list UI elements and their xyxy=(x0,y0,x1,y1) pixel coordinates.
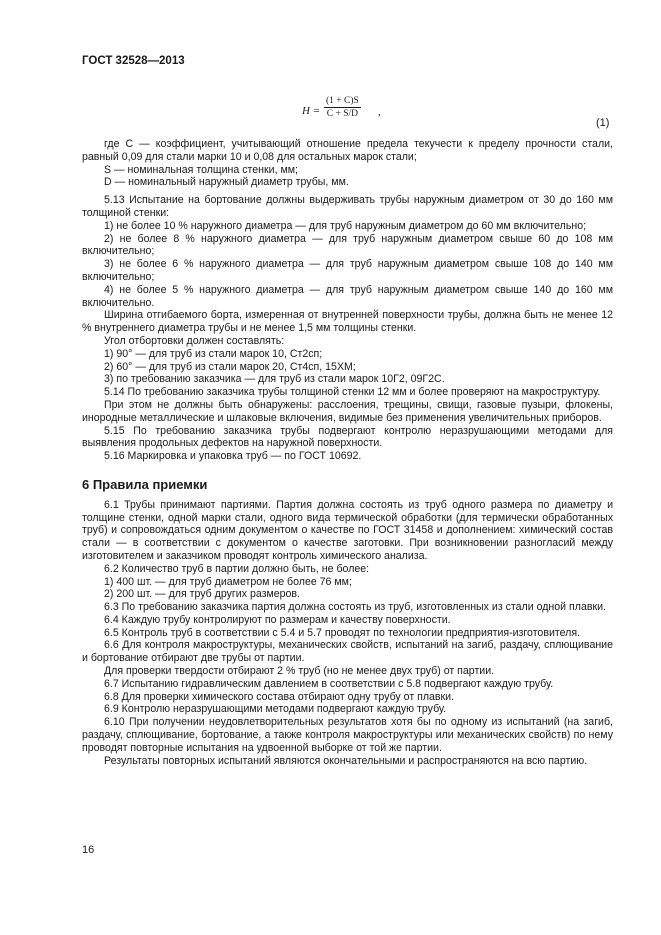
paragraph-6-1: 6.1 Трубы принимают партиями. Партия должна состоять из труб одного размера по диаметру и толщине стенки, одной марки стали, одного вида термической обработки (для термически обработанных труб) и сопровождаться одним документом о качестве по ГОСТ 31458 и дополнением: химический состав стали — в соответствии с документом о качестве заготовки. При возникновении разногласий между изготовителем и заказчиком проводят контроль химического анализа. xyxy=(82,498,613,562)
paragraph-6-10: 6.10 При получении неудовлетворительных результатов хотя бы по одному из испытаний (на загиб, раздачу, сплющивание, бортование, а также контроля макроструктуры или механических свойств) по нему проводят повторные испытания на удвоенной выборке от той же партии. xyxy=(82,716,613,754)
list-item: 2) не более 8 % наружного диаметра — для труб наружным диаметром свыше 60 до 108 мм включительно; xyxy=(82,232,613,258)
list-item: 3) не более 6 % наружного диаметра — для труб наружным диаметром свыше 108 до 140 мм включительно; xyxy=(82,258,613,283)
list-item: 1) 90° — для труб из стали марок 10, Ст2сп; xyxy=(104,347,323,360)
formula-numerator: (1 + C)S xyxy=(326,96,359,106)
paragraph-6-4: 6.4 Каждую трубу контролируют по размерам и качеству поверхности. xyxy=(104,613,451,626)
paragraph: Угол отбортовки должен составлять: xyxy=(104,334,285,347)
list-item: 2) 60° — для труб из стали марок 20, Ст4сп, 15ХМ; xyxy=(104,360,356,373)
paragraph-6-6: 6.6 Для контроля макроструктуры, механических свойств, испытаний на загиб, раздачу, сплющивание и бортование отбирают две трубы от партии. xyxy=(82,639,613,665)
paragraph-6-8: 6.8 Для проверки химического состава отбирают одну трубу от плавки. xyxy=(104,690,455,703)
paragraph-6-7: 6.7 Испытанию гидравлическим давлением в соответствии с 5.8 подвергают каждую трубу. xyxy=(104,677,554,690)
list-item: 4) не более 5 % наружного диаметра — для труб наружным диаметром свыше 140 до 160 мм включительно. xyxy=(82,283,613,309)
document-body xyxy=(82,138,613,767)
definition-s: S — номинальная толщина стенки, мм; xyxy=(104,163,298,176)
paragraph: Результаты повторных испытаний являются окончательными и распространяются на всю партию. xyxy=(104,754,588,767)
section-title: 6 Правила приемки xyxy=(82,476,208,492)
paragraph: Для проверки твердости отбирают 2 % труб (но не менее двух труб) от партии. xyxy=(104,665,495,678)
paragraph-6-3: 6.3 По требованию заказчика партия должна состоять из труб, изготовленных из стали одной плавки. xyxy=(104,601,606,614)
paragraph-5-16: 5.16 Маркировка и упаковка труб — по ГОСТ 10692. xyxy=(104,450,362,463)
list-item: 2) 200 шт. — для труб других размеров. xyxy=(104,588,300,601)
formula-tail: , xyxy=(378,106,381,118)
definition-c: где C — коэффициент, учитывающий отношение предела текучести к пределу прочности стали, равный 0,09 для стали марки 10 и 0,08 для остальных марок стали; xyxy=(82,138,613,163)
definition-d: D — номинальный наружный диаметр трубы, мм. xyxy=(104,176,349,189)
page-number: 16 xyxy=(82,844,95,856)
list-item: 1) 400 шт. — для труб диаметром не более 76 мм; xyxy=(104,575,352,588)
formula-fraction xyxy=(324,96,361,119)
paragraph-6-2: 6.2 Количество труб в партии должно быть, не более: xyxy=(104,562,370,575)
paragraph: При этом не должны быть обнаружены: расслоения, трещины, свищи, газовые пузыри, флокены, инородные металлические и шлаковые включения, видимые без применения увеличительных приборов. xyxy=(82,398,613,424)
paragraph-5-14: 5.14 По требованию заказчика трубы толщиной стенки 12 мм и более проверяют на макроструктуру. xyxy=(104,386,601,399)
paragraph-6-9: 6.9 Контролю неразрушающими методами подвергают каждую трубу. xyxy=(104,703,447,716)
paragraph: Ширина отгибаемого борта, измеренная от внутренней поверхности трубы, должна быть не менее 12 % внутреннего диаметра трубы и не менее 1,5 мм толщины стенки. xyxy=(82,309,613,335)
formula-denominator: C + S/D xyxy=(326,109,359,119)
equation-number: (1) xyxy=(596,117,610,129)
document-header: ГОСТ 32528—2013 xyxy=(82,55,185,67)
paragraph-5-13: 5.13 Испытание на бортование должны выдерживать трубы наружным диаметром от 30 до 160 мм толщиной стенки: xyxy=(82,194,613,219)
list-item: 1) не более 10 % наружного диаметра — для труб наружным диаметром до 60 мм включительно; xyxy=(104,219,587,232)
paragraph-6-5: 6.5 Контроль труб в соответствии с 5.4 и 5.7 проводят по технологии предприятия-изготовителя. xyxy=(104,626,581,639)
paragraph-5-15: 5.15 По требованию заказчика трубы подвергают контролю неразрушающими методами для выявления продольных дефектов на наружной поверхности. xyxy=(82,424,613,450)
formula-lhs: H = xyxy=(302,105,321,117)
list-item: 3) по требованию заказчика — для труб из стали марок 10Г2, 09Г2С. xyxy=(104,373,445,386)
